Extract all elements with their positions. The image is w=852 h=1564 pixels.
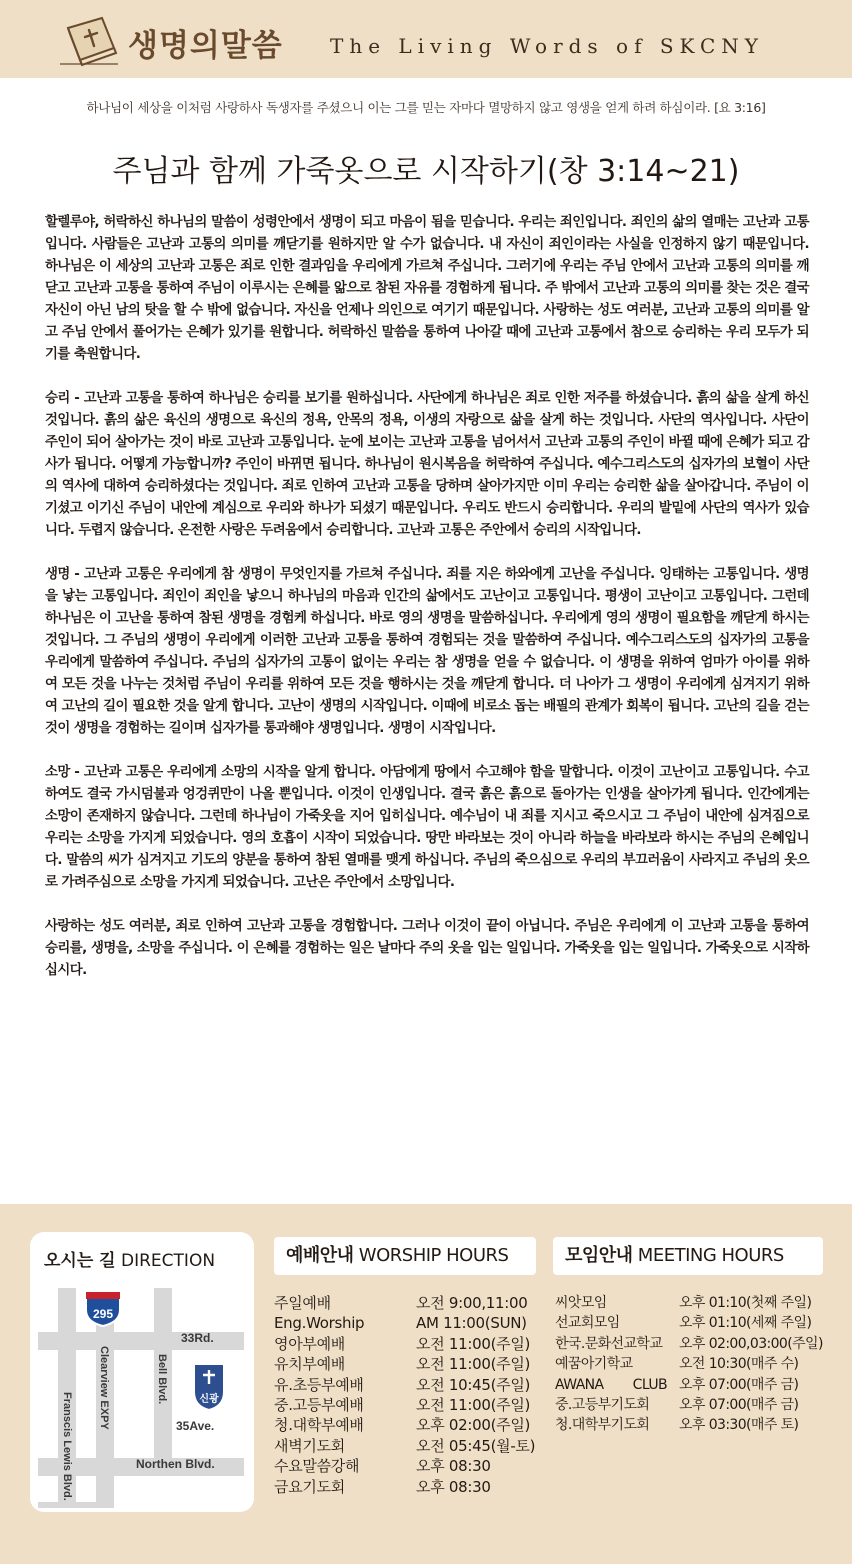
worship-row <box>274 1477 535 1497</box>
meeting-name: 예꿈아기학교 <box>555 1356 633 1373</box>
church-mark-label: 신광 <box>199 1394 219 1405</box>
meeting-row <box>555 1395 823 1415</box>
worship-time: 오전 11:00(주일) <box>416 1355 531 1374</box>
direction-map <box>38 1288 246 1508</box>
brand-title: 생명의말씀 <box>128 28 283 64</box>
worship-name: 주일예배 <box>274 1294 331 1312</box>
meeting-row <box>555 1334 823 1354</box>
church-marker-icon <box>194 1364 224 1410</box>
worship-row <box>274 1456 535 1476</box>
worship-row <box>274 1436 535 1456</box>
meeting-title-en: MEETING HOURS <box>637 1245 784 1266</box>
paragraph-victory: 승리 - 고난과 고통을 통하여 하나님은 승리를 보기를 원하십니다. 사단에게 하나님은 죄로 인한 저주를 하셨습니다. 흙의 삶을 살게 하신 것입니다. 흙의 삶은 육신의 생명으로 육신의 정욕, 안목의 정욕, 이생의 자랑으로 삶을 살게 하는 것입니다. 사단의 역사입니다. 사단이 주인이 되어 살아가는 것이 바로 고난과 고통입니다. 눈에 보이는 고난과 고통을 넘어서서 고난과 고통의 주인이 바뀔 때에 은혜가 되고 감사가 됩니다. 어떻게 가능합니까? 주인이 바뀌면 됩니다. 하나님이 원시복음을 허락하여 주십니다. 예수그리스도의 십자가의 보혈이 사단의 역사에 대하여 승리하셨다는 것입니다. 죄로 인하여 고난과 고통을 당하며 살아가지만 이미 우리는 승리한 삶을 살아갑니다. 주님이 이기셨고 이기신 주님이 내안에 계심으로 우리와 하나가 되셨기 때문입니다. 우리도 반드시 승리합니다. 우리의 발밑에 사단의 역사가 있습니다. 두렵지 않습니다. 온전한 사랑은 두려움에서 승리합니다. 고난과 고통은 주안에서 승리의 시작입니다. <box>45 391 809 538</box>
worship-row <box>274 1354 535 1374</box>
worship-name: Eng.Worship <box>274 1314 365 1333</box>
meeting-time: 오후 03:30(매주 토) <box>679 1417 799 1434</box>
worship-time: 오후 02:00(주일) <box>416 1416 531 1435</box>
meeting-name: 중.고등부기도회 <box>555 1397 650 1414</box>
meeting-row <box>555 1313 823 1333</box>
paragraph-closing: 사랑하는 성도 여러분, 죄로 인하여 고난과 고통을 경험합니다. 그러나 이것이 끝이 아닙니다. 주님은 우리에게 이 고난과 고통을 통하여 승리를, 생명을, 소망을 주십니다. 이 은혜를 경험하는 일은 날마다 주의 옷을 입는 일입니다. 가죽옷을 입는 일입니다. 가죽옷으로 시작하십시다. <box>45 919 809 978</box>
meeting-header <box>553 1237 823 1275</box>
direction-title <box>44 1246 215 1271</box>
interstate-295-icon <box>86 1292 120 1326</box>
worship-schedule <box>274 1293 535 1497</box>
paragraph-hope: 소망 - 고난과 고통은 우리에게 소망의 시작을 알게 합니다. 아담에게 땅에서 수고해야 함을 말합니다. 이것이 고난이고 고통입니다. 수고하여도 결국 가시덤불과 엉겅퀴만이 나올 뿐입니다. 이것이 인생입니다. 결국 흙은 흙으로 돌아가는 인생을 살아가게 됩니다. 인간에게는 소망이 존재하지 않습니다. 그런데 하나님이 가죽옷을 지어 입히십니다. 예수님이 내 죄를 지시고 죽으시고 그 주님이 내안에 심겨짐으로 우리는 소망을 가지게 되었습니다. 영의 호흡이 시작이 되었습니다. 땅만 바라보는 것이 아니라 하늘을 바라보라 하시는 주님의 은혜입니다. 말씀의 씨가 심겨지고 기도의 양분을 통하여 참된 열매를 맺게 하십니다. 주님의 죽으심으로 우리의 부끄러움이 사라지고 주님의 옷으로 가려주심으로 소망을 가지게 되었습니다. 고난은 주안에서 소망입니다. <box>45 765 809 890</box>
meeting-name: 씨앗모임 <box>555 1295 607 1311</box>
meeting-time: 오후 07:00(매주 금) <box>679 1376 799 1393</box>
meeting-row <box>555 1354 823 1374</box>
worship-name: 청.대학부예배 <box>274 1416 364 1435</box>
worship-time: 오후 08:30 <box>416 1477 491 1496</box>
direction-title-ko: 오시는 길 <box>44 1251 116 1271</box>
label-northern: Northen Blvd. <box>136 1457 215 1471</box>
worship-name: 유치부예배 <box>274 1355 345 1374</box>
meeting-row <box>555 1415 823 1435</box>
meeting-time: 오전 10:30(매주 수) <box>679 1356 799 1373</box>
bible-verse: 하나님이 세상을 이처럼 사랑하사 독생자를 주셨으니 이는 그를 믿는 자마다 멸망하지 않고 영생을 얻게 하려 하심이라. [요 3:16] <box>86 100 766 115</box>
label-clearview: Clearview EXPY <box>98 1346 110 1430</box>
worship-title-ko: 예배안내 <box>286 1245 354 1266</box>
worship-name: 영아부예배 <box>274 1334 345 1353</box>
meeting-time: 오후 07:00(매주 금) <box>679 1397 799 1414</box>
meeting-time: 오후 01:10(세째 주일) <box>679 1315 812 1332</box>
label-francis: Franscis Lewis Blvd. <box>61 1392 73 1501</box>
worship-time: 오후 08:30 <box>416 1457 491 1476</box>
paragraph-life: 생명 - 고난과 고통은 우리에게 참 생명이 무엇인지를 가르쳐 주십니다. 죄를 지은 하와에게 고난을 주십니다. 잉태하는 고통입니다. 생명을 낳는 고통입니다. 죄인이 죄인을 낳으니 하나님의 마음과 인간의 삶에서도 고난이고 고통입니다. 평생이 고난이고 고통입니다. 그런데 하나님은 이 고난을 통하여 참된 생명을 경험케 하십니다. 바로 영의 생명을 말씀하십니다. 우리에게 영의 생명이 필요함을 깨닫게 하시는 것입니다. 그 주님의 생명이 우리에게 이러한 고난과 고통을 통하여 경험되는 것을 말씀하여 주십니다. 예수그리스도의 십자가의 고통을 우리에게 말씀하여 주십니다. 주님의 십자가의 고통이 없이는 우리는 참 생명을 얻을 수 없습니다. 이 생명을 위하여 엄마가 아이를 위하여 모든 것을 나누는 것처럼 주님이 우리를 위하여 모든 것을 행하시는 것을 깨닫게 합니다. 더 나아가 그 생명이 우리에게 심겨지기 위하여 고난의 길이 필요한 것을 알게 합니다. 고난이 생명의 시작입니다. 이때에 비로소 돕는 배필의 관계가 회복이 됩니다. 고난의 길을 걷는 것이 생명을 경험하는 길이며 십자가를 통과해야 생명입니다. 생명이 시작입니다. <box>45 567 809 736</box>
header-banner <box>0 0 852 78</box>
label-bell: Bell Blvd. <box>156 1354 168 1405</box>
meeting-row <box>555 1375 823 1395</box>
worship-row <box>274 1334 535 1354</box>
paragraph-intro: 할렐루야, 허락하신 하나님의 말씀이 성령안에서 생명이 되고 마음이 됨을 믿습니다. 우리는 죄인입니다. 죄인의 삶의 열매는 고난과 고통입니다. 사람들은 고난과 고통의 의미를 깨닫기를 원하지만 알 수가 없습니다. 내 자신이 죄인이라는 사실을 인정하지 않기 때문입니다. 하나님은 이 세상의 고난과 고통은 죄로 인한 결과임을 우리에게 가르쳐 주십니다. 그러기에 우리는 주님 안에서 고난과 고통의 의미를 깨닫고 고난과 고통을 통하여 주님이 이루시는 은혜를 앎으로 참된 자유를 경험하게 됩니다. 주 밖에서 고난과 고통의 의미를 찾는 것은 결국 자신이 아닌 남의 탓을 할 수 밖에 없습니다. 자신을 언제나 의인으로 여기기 때문입니다. 사랑하는 성도 여러분, 고난과 고통의 의미를 알고 주님 안에서 풀어가는 은혜가 있기를 원합니다. 허락하신 말씀을 통하여 나아갈 때에 고난과 고통에서 참으로 승리하는 우리 모두가 되기를 축원합니다. <box>45 215 809 362</box>
meeting-name: 한국.문화선교학교 <box>555 1335 663 1352</box>
worship-name: 수요말씀강해 <box>274 1457 360 1476</box>
worship-time: 오전 11:00(주일) <box>416 1334 531 1353</box>
label-33rd: 33Rd. <box>181 1331 214 1345</box>
worship-name: 중.고등부예배 <box>274 1396 364 1415</box>
worship-row <box>274 1293 535 1313</box>
meeting-name: 선교회모임 <box>555 1315 620 1332</box>
worship-row <box>274 1313 535 1333</box>
worship-name: 금요기도회 <box>274 1477 345 1496</box>
meeting-schedule <box>555 1293 823 1436</box>
meeting-name: 청.대학부기도회 <box>555 1417 650 1434</box>
direction-panel <box>30 1232 254 1512</box>
brand-subtitle: The Living Words of SKCNY <box>330 34 764 58</box>
worship-time: AM 11:00(SUN) <box>416 1314 527 1333</box>
worship-name: 유.초등부예배 <box>274 1375 364 1394</box>
meeting-time: 오후 01:10(첫째 주일) <box>679 1295 812 1311</box>
worship-time: 오전 9:00,11:00 <box>416 1294 528 1312</box>
worship-name: 새벽기도회 <box>274 1436 345 1455</box>
meeting-title-ko: 모임안내 <box>565 1245 633 1266</box>
sermon-body <box>45 212 809 982</box>
worship-time: 오전 11:00(주일) <box>416 1396 531 1415</box>
meeting-name: AWANA CLUB <box>555 1376 667 1393</box>
worship-time: 오전 10:45(주일) <box>416 1375 531 1394</box>
worship-row <box>274 1395 535 1415</box>
worship-row <box>274 1375 535 1395</box>
bible-book-icon <box>58 10 120 68</box>
sermon-title: 주님과 함께 가죽옷으로 시작하기(창 3:14~21) <box>112 154 740 189</box>
meeting-row <box>555 1293 823 1313</box>
meeting-time: 오후 02:00,03:00(주일) <box>679 1335 823 1352</box>
worship-time: 오전 05:45(월-토) <box>416 1436 536 1455</box>
highway-number: 295 <box>92 1307 114 1321</box>
worship-row <box>274 1415 535 1435</box>
worship-header <box>274 1237 536 1275</box>
direction-title-en: DIRECTION <box>121 1251 216 1271</box>
label-35ave: 35Ave. <box>176 1419 215 1433</box>
worship-title-en: WORSHIP HOURS <box>358 1245 509 1266</box>
